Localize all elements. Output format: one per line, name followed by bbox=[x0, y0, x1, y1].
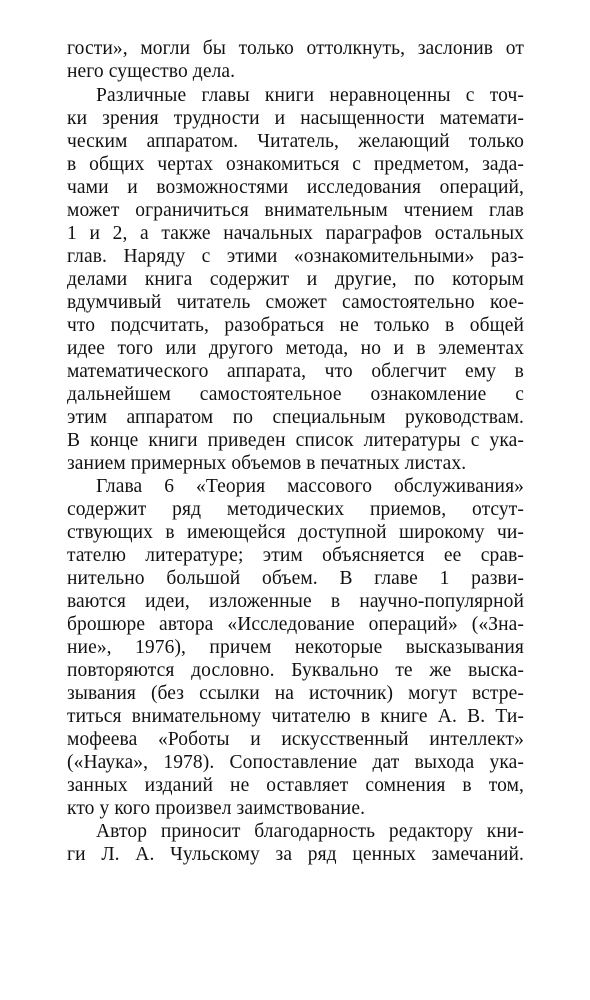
text-line: вдумчивый читатель сможет самостоятельно кое- bbox=[67, 292, 524, 313]
text-line: тателю литературе; этим объясняется ее срав- bbox=[67, 545, 524, 566]
text-line: ваются идеи, изложенные в научно-популярной bbox=[67, 591, 524, 612]
text-line: кто у кого произвел заимствование. bbox=[67, 798, 366, 819]
text-line: делами книга содержит и другие, по которым bbox=[67, 269, 524, 290]
text-line: Различные главы книги неравноценны с точ- bbox=[96, 85, 524, 106]
text-line: гости», могли бы только оттолкнуть, заслонив от bbox=[67, 38, 524, 59]
text-line: Глава 6 «Теория массового обслуживания» bbox=[96, 476, 524, 497]
text-line: математического аппарата, что облегчит ему в bbox=[67, 361, 524, 382]
text-line: ствующих в имеющейся доступной широкому чи- bbox=[67, 522, 524, 543]
text-line: идее того или другого метода, но и в элементах bbox=[67, 338, 524, 359]
text-line: глав. Наряду с этими «ознакомительными» раз- bbox=[67, 246, 524, 267]
text-line: зывания (без ссылки на источник) могут встре- bbox=[67, 683, 524, 704]
text-line: В конце книги приведен список литературы с ука- bbox=[67, 430, 524, 451]
text-line: ческим аппаратом. Читатель, желающий только bbox=[67, 131, 524, 152]
text-line: мофеева «Роботы и искусственный интеллект» bbox=[67, 729, 524, 750]
text-line: содержит ряд методических приемов, отсут- bbox=[67, 499, 524, 520]
text-line: может ограничиться внимательным чтением глав bbox=[67, 200, 524, 221]
text-line: Автор приносит благодарность редактору кни- bbox=[96, 821, 524, 842]
text-line: чами и возможностями исследования операций, bbox=[67, 177, 524, 198]
text-line: брошюре автора «Исследование операций» («Зна- bbox=[67, 614, 524, 635]
text-line: повторяются дословно. Буквально те же выска- bbox=[67, 660, 524, 681]
text-line: («Наука», 1978). Сопоставление дат выхода ука- bbox=[67, 752, 524, 773]
text-line: титься внимательному читателю в книге А. В. Ти- bbox=[67, 706, 524, 727]
text-line: занием примерных объемов в печатных листах. bbox=[67, 453, 467, 474]
text-line: этим аппаратом по специальным руководствам. bbox=[67, 407, 524, 428]
text-line: 1 и 2, а также начальных параграфов остальных bbox=[67, 223, 524, 244]
text-line: что подсчитать, разобраться не только в общей bbox=[67, 315, 524, 336]
text-line: занных изданий не оставляет сомнения в том, bbox=[67, 775, 524, 796]
text-line: дальнейшем самостоятельное ознакомление с bbox=[67, 384, 524, 405]
text-line: ки зрения трудности и насыщенности математи- bbox=[67, 108, 524, 129]
text-line: ги Л. А. Чульскому за ряд ценных замечаний. bbox=[67, 844, 524, 865]
text-line: нительно большой объем. В главе 1 разви- bbox=[67, 568, 524, 589]
text-line: ние», 1976), причем некоторые высказывания bbox=[67, 637, 524, 658]
text-line: него существо дела. bbox=[67, 61, 236, 82]
text-line: в общих чертах ознакомиться с предметом, зада- bbox=[67, 154, 524, 175]
